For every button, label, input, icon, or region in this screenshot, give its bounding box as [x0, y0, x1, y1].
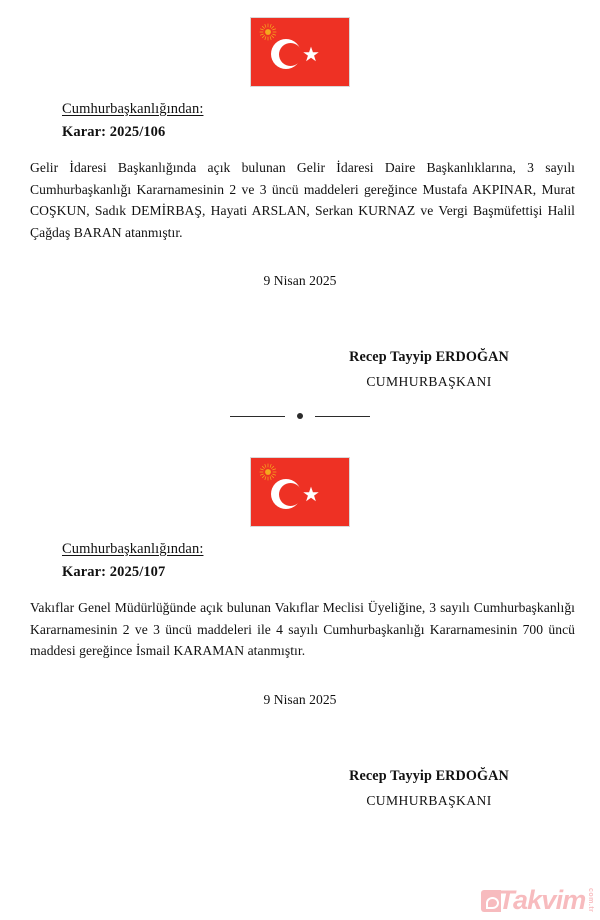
signature-name: Recep Tayyip ERDOĞAN	[349, 767, 509, 784]
decree-date: 9 Nisan 2025	[263, 691, 337, 707]
signature-name: Recep Tayyip ERDOĞAN	[349, 349, 509, 365]
signature-block	[0, 347, 558, 393]
crescent-inner-shape	[279, 483, 302, 506]
signature-block	[0, 766, 558, 812]
presidential-sun-emblem-icon	[259, 23, 277, 41]
five-pointed-star-icon	[303, 486, 319, 502]
crescent-inner-shape	[279, 43, 302, 66]
issuer-label: Cumhurbaşkanlığından:	[62, 101, 204, 117]
five-pointed-star-icon	[303, 46, 319, 62]
watermark-brand: Takvim	[498, 885, 586, 915]
decree-body-text: Vakıflar Genel Müdürlüğünde açık bulunan Vakıflar Meclisi Üyeliğine, 3 sayılı Cumhurbaşkanlığı Kararnamesinin 2 ve 3 üncü maddeleri ile 4 sayılı Cumhurbaşkanlığı Kararnamesinin 700 üncü maddesi gereğince İsmail KARAMAN atanmıştır.	[30, 600, 575, 658]
separator-line-right	[315, 416, 370, 417]
turkish-presidential-flag-icon	[250, 17, 350, 87]
flag-container	[0, 440, 600, 527]
separator-line-left	[230, 416, 285, 417]
watermark-tld: com.tr	[587, 888, 594, 913]
decree-number: Karar: 2025/107	[62, 564, 166, 580]
section-separator	[0, 413, 600, 419]
heading-block	[0, 87, 600, 143]
takvim-logo-badge-icon	[481, 890, 501, 912]
site-watermark	[481, 887, 594, 914]
turkish-presidential-flag-icon	[250, 457, 350, 527]
heading-block	[0, 527, 600, 583]
signature-title: CUMHURBAŞKANI	[366, 374, 492, 389]
presidential-sun-emblem-icon	[259, 463, 277, 481]
decree-number: Karar: 2025/106	[62, 124, 166, 140]
separator-dot-icon	[297, 413, 303, 419]
decree-date: 9 Nisan 2025	[263, 273, 337, 288]
decree-block-1	[0, 0, 600, 393]
decree-block-2	[0, 440, 600, 812]
flag-container	[0, 0, 600, 87]
decree-body-text: Gelir İdaresi Başkanlığında açık bulunan Gelir İdaresi Daire Başkanlıklarına, 3 sayılı Cumhurbaşkanlığı Kararnamesinin 2 ve 3 üncü maddeleri gereğince Mustafa AKPINAR, Murat COŞKUN, Sadık DEMİRBAŞ, Hayati ARSLAN, Serkan KURNAZ ve Vergi Başmüfettişi Halil Çağdaş BARAN atanmıştır.	[30, 160, 575, 240]
issuer-label: Cumhurbaşkanlığından:	[62, 541, 204, 557]
signature-title: CUMHURBAŞKANI	[366, 792, 492, 808]
